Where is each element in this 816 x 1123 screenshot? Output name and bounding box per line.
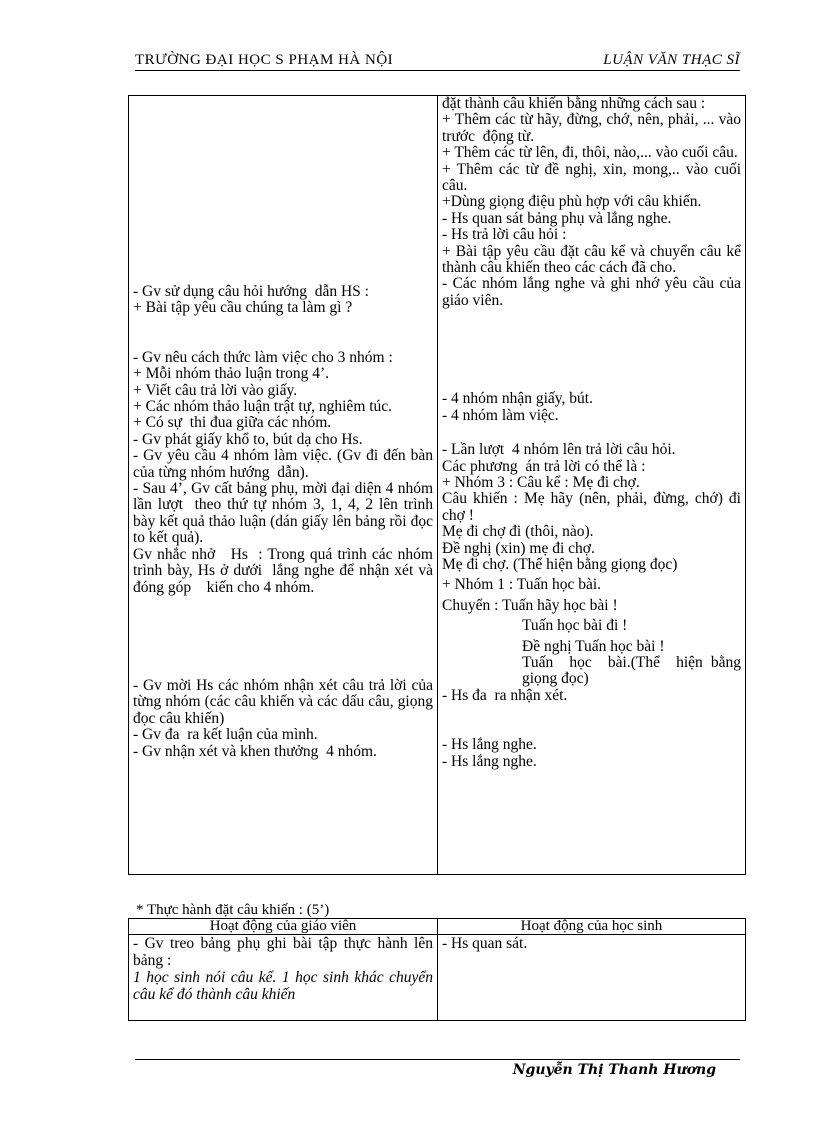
section-title: * Thực hành đặt câu khiến : (5’) bbox=[136, 902, 330, 918]
text-line: - Các nhóm lắng nghe và ghi nhớ yêu cầu của giáo viên. bbox=[442, 275, 745, 309]
text-line: - 4 nhóm làm việc. bbox=[442, 406, 559, 424]
text-line: + Viết câu trả lời vào giấy. bbox=[133, 381, 298, 399]
text-line: Đề nghị (xin) mẹ đi chợ. bbox=[442, 539, 595, 557]
text-line: - Gv treo bảng phụ ghi bài tập thực hành lên bảng : bbox=[133, 935, 433, 969]
text-line: Đề nghị Tuấn học bài ! bbox=[522, 637, 665, 655]
text-line: + Thêm các từ hãy, đừng, chớ, nên, phải, ... vào trước động từ. bbox=[442, 111, 745, 145]
text-line: + Thêm các từ lên, đi, thôi, nào,... vào cuối câu. bbox=[442, 144, 738, 162]
teacher-cell bbox=[129, 935, 438, 1021]
text-line: - Gv mời Hs các nhóm nhận xét câu trả lời của từng nhóm (các câu khiến và các dấu câu, giọng đọc câu khiến) bbox=[133, 676, 437, 727]
text-line: + Thêm các từ đề nghị, xin, mong,.. vào cuối câu. bbox=[442, 160, 745, 195]
text-line: Câu khiến : Mẹ hãy (nên, phải, đừng, chớ) đi chợ ! bbox=[442, 490, 745, 524]
text-line: - Hs lắng nghe. bbox=[442, 752, 537, 770]
activity-table-1 bbox=[128, 95, 746, 875]
activity-table-2 bbox=[128, 918, 746, 1021]
text-line: + Mỗi nhóm thảo luận trong 4’. bbox=[133, 365, 330, 383]
student-cell bbox=[438, 935, 746, 1021]
student-block-1 bbox=[442, 95, 745, 309]
text-line: Tuấn học bài.(Thể hiện bằng giọng đọc) bbox=[522, 653, 745, 688]
text-line: - Hs trả lời câu hỏi : bbox=[442, 226, 567, 244]
text-line: - Gv nêu cách thức làm việc cho 3 nhóm : bbox=[133, 348, 393, 366]
text-line: - Gv yêu cầu 4 nhóm làm việc. (Gv đi đến bàn của từng nhóm hướng dẫn). bbox=[133, 447, 437, 481]
text-line: - Gv sử dụng câu hỏi hướng dẫn HS : bbox=[133, 283, 369, 300]
text-line: + Có sự thi đua giữa các nhóm. bbox=[133, 414, 332, 432]
text-line: + Các nhóm thảo luận trật tự, nghiêm túc. bbox=[133, 398, 393, 416]
footer-rule bbox=[135, 1059, 740, 1060]
student-activity-column bbox=[438, 96, 746, 875]
text-line: - Hs quan sát. bbox=[442, 935, 528, 952]
exercise-text: 1 học sinh nói câu kể. 1 học sinh khác chuyển câu kể đó thành câu khiến bbox=[133, 969, 433, 1003]
text-line: - Hs quan sát bảng phụ và lắng nghe. bbox=[442, 209, 672, 227]
text-line: Gv nhắc nhở Hs : Trong quá trình các nhóm trình bày, Hs ở dưới lắng nghe để nhận xét và đóng góp kiến cho 4 nhóm. bbox=[133, 545, 437, 596]
header-thesis-type: LUẬN VĂN THẠC SĨ bbox=[603, 52, 740, 68]
text-line: + Nhóm 3 : Câu kể : Mẹ đi chợ. bbox=[442, 473, 640, 491]
text-line: + Bài tập yêu cầu chúng ta làm gì ? bbox=[133, 299, 353, 317]
col-header-student: Hoạt động của học sinh bbox=[438, 919, 746, 935]
text-line: Chuyển : Tuấn hãy học bài ! bbox=[442, 596, 618, 614]
text-line: Mẹ đi chợ. (Thể hiện bằng giọng đọc) bbox=[442, 555, 678, 573]
teacher-block-2 bbox=[133, 348, 437, 596]
text-line: - Gv đa ra kết luận của mình. bbox=[133, 726, 318, 744]
text-line: - Hs lắng nghe. bbox=[442, 736, 537, 754]
col-header-teacher: Hoạt động của giáo viên bbox=[129, 919, 438, 935]
student-block-2 bbox=[442, 391, 741, 424]
teacher-block-1 bbox=[133, 284, 433, 317]
student-block-3 bbox=[442, 441, 745, 704]
text-line: +Dùng giọng điệu phù hợp với câu khiến. bbox=[442, 193, 702, 211]
text-line: Tuấn học bài đi ! bbox=[522, 617, 628, 635]
text-line: - Gv nhận xét và khen thưởng 4 nhóm. bbox=[133, 742, 377, 760]
page-header bbox=[135, 50, 740, 71]
text-line: - Hs đa ra nhận xét. bbox=[442, 686, 568, 704]
text-line: - Sau 4’, Gv cất bảng phụ, mời đại diện 4 nhóm lần lượt theo thứ tự nhóm 3, 1, 4, 2 lên trình bày kết quả thảo luận (dán giấy lên bảng rồi đọc to kết quả). bbox=[133, 480, 437, 547]
teacher-activity-column bbox=[129, 96, 438, 875]
text-line: + Nhóm 1 : Tuấn học bài. bbox=[442, 576, 602, 594]
teacher-block-3 bbox=[133, 676, 437, 760]
text-line: - 4 nhóm nhận giấy, bút. bbox=[442, 390, 593, 408]
text-line: đặt thành câu khiến bằng những cách sau : bbox=[442, 95, 706, 112]
text-line: - Gv phát giấy khổ to, bút dạ cho Hs. bbox=[133, 430, 363, 448]
text-line: Mẹ đi chợ đi (thôi, nào). bbox=[442, 523, 594, 541]
text-line: + Bài tập yêu cầu đặt câu kể và chuyển câu kể thành câu khiến theo các cách đã cho. bbox=[442, 242, 745, 277]
student-block-4 bbox=[442, 737, 741, 770]
header-university: TRƯỜNG ĐẠI HỌC S PHẠM HÀ NỘI bbox=[135, 52, 394, 68]
text-line: Các phương án trả lời có thể là : bbox=[442, 457, 646, 475]
text-line: - Lần lượt 4 nhóm lên trả lời câu hỏi. bbox=[442, 441, 676, 459]
author-signature: Nguyễn Thị Thanh Hương bbox=[512, 1062, 716, 1078]
